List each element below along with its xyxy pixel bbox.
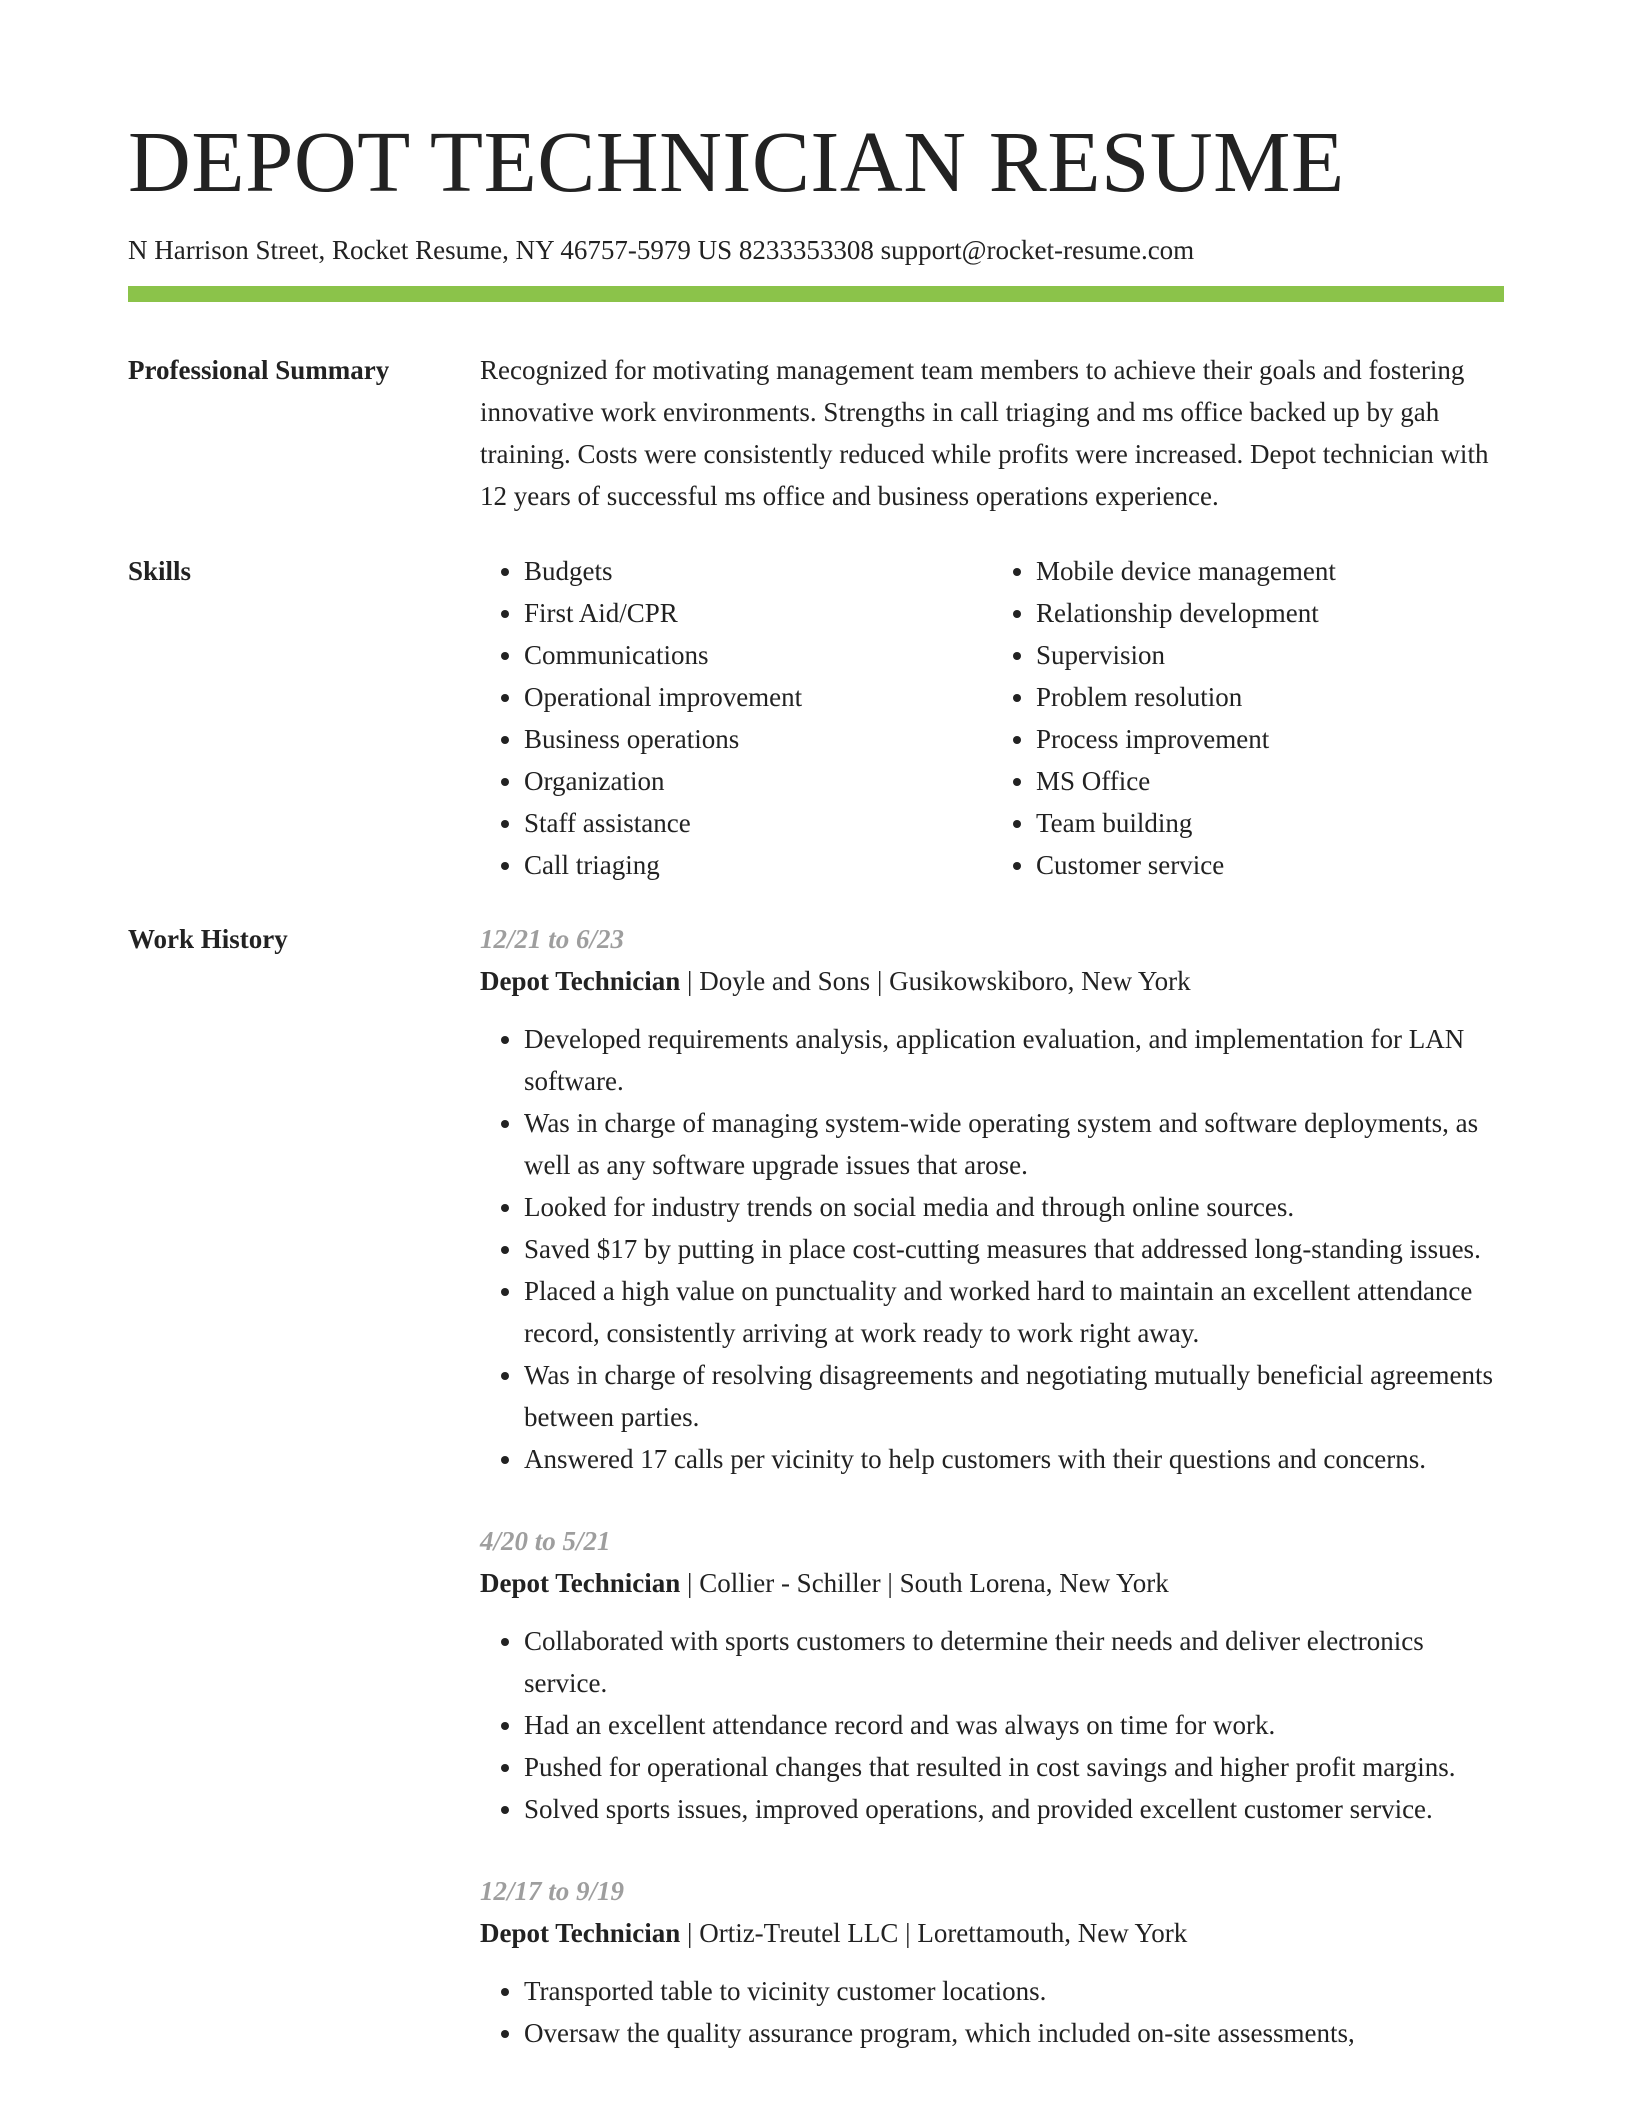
job-employer-location: | Ortiz-Treutel LLC | Lorettamouth, New York [680,1918,1188,1948]
skill-item: • Staff assistance [524,802,992,844]
job-heading [480,1912,1504,1954]
summary-text: Recognized for motivating management team members to achieve their goals and fostering innovative work environments. Strengths in call triaging and ms office backed up by gah training. Costs were consistently reduced while profits were increased. Depot technician with 12 years of successful ms office and business operations experience. [480,355,1489,511]
skills-list-left [480,550,992,886]
skill-item: • Process improvement [1036,718,1504,760]
job-heading [480,960,1504,1002]
job-bullet: • Transported table to vicinity customer locations. [524,1970,1504,2012]
skill-item: • Mobile device management [1036,550,1504,592]
skill-item: • Problem resolution [1036,676,1504,718]
job-bullet: • Was in charge of managing system-wide operating system and software deployments, as well as any software upgrade issues that arose. [524,1102,1504,1186]
skills-body [480,550,1504,886]
skill-item: • Call triaging [524,844,992,886]
job-bullet: • Pushed for operational changes that resulted in cost savings and higher profit margins. [524,1746,1504,1788]
accent-divider [128,286,1504,302]
job-bullet: • Was in charge of resolving disagreements and negotiating mutually beneficial agreements between parties. [524,1354,1504,1438]
job-bullets [480,1620,1504,1830]
job-bullet: • Solved sports issues, improved operations, and provided excellent customer service. [524,1788,1504,1830]
job-date: 12/17 to 9/19 [480,1876,625,1906]
job-title: Depot Technician [480,966,681,996]
skill-item: • Supervision [1036,634,1504,676]
contact-line: N Harrison Street, Rocket Resume, NY 46757-5979 US 8233353308 support@rocket-resume.com [128,235,1195,265]
skills-columns [480,550,1504,886]
summary-body [480,349,1504,517]
job-entry [480,1520,1504,1830]
skill-item: • Communications [524,634,992,676]
skill-item: • Relationship development [1036,592,1504,634]
work-history-label: Work History [128,924,288,954]
skill-item: • MS Office [1036,760,1504,802]
job-bullet: • Answered 17 calls per vicinity to help customers with their questions and concerns. [524,1438,1504,1480]
job-bullet: • Looked for industry trends on social media and through online sources. [524,1186,1504,1228]
job-date: 12/21 to 6/23 [480,924,625,954]
skill-item: • Customer service [1036,844,1504,886]
skill-item: • First Aid/CPR [524,592,992,634]
job-bullets [480,1970,1504,2054]
job-employer-location: | Doyle and Sons | Gusikowskiboro, New York [680,966,1191,996]
job-title: Depot Technician [480,1918,681,1948]
resume-title: DEPOT TECHNICIAN RESUME [128,113,1345,210]
job-bullet: • Saved $17 by putting in place cost-cutting measures that addressed long-standing issues. [524,1228,1504,1270]
skills-label: Skills [128,556,192,586]
skill-item: • Business operations [524,718,992,760]
job-bullet: • Placed a high value on punctuality and worked hard to maintain an excellent attendance record, consistently arriving at work ready to work right away. [524,1270,1504,1354]
skill-item: • Operational improvement [524,676,992,718]
skill-item: • Team building [1036,802,1504,844]
work-history-body [480,918,1504,2094]
skill-item: • Budgets [524,550,992,592]
job-heading [480,1562,1504,1604]
job-entry [480,918,1504,1480]
job-bullet: • Oversaw the quality assurance program, which included on-site assessments, [524,2012,1504,2054]
job-title: Depot Technician [480,1568,681,1598]
job-entry [480,1870,1504,2054]
job-employer-location: | Collier - Schiller | South Lorena, New York [680,1568,1169,1598]
job-bullet: • Developed requirements analysis, application evaluation, and implementation for LAN software. [524,1018,1504,1102]
job-bullet: • Had an excellent attendance record and was always on time for work. [524,1704,1504,1746]
job-bullets [480,1018,1504,1480]
skills-list-right [992,550,1504,886]
job-date: 4/20 to 5/21 [480,1526,611,1556]
job-bullet: • Collaborated with sports customers to determine their needs and deliver electronics service. [524,1620,1504,1704]
summary-label: Professional Summary [128,355,390,385]
skill-item: • Organization [524,760,992,802]
